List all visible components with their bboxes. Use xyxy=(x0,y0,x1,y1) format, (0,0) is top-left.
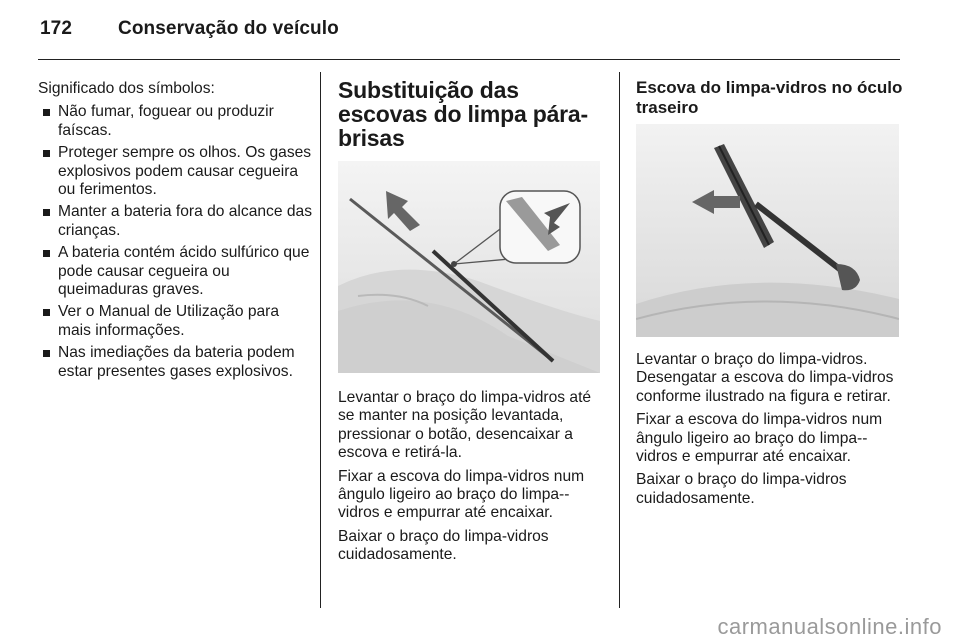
paragraph: Baixar o braço do limpa-vidros cuidadosamente. xyxy=(636,471,847,507)
right-column xyxy=(636,78,904,513)
bullet-square-icon xyxy=(43,250,50,257)
bullet-square-icon xyxy=(43,350,50,357)
list-item: A bateria contém ácido sulfúrico que pode causar cegueira ou queimaduras graves. xyxy=(38,244,313,299)
list-item: Ver o Manual de Utilização para mais informações. xyxy=(38,303,313,340)
paragraph: Fixar a escova do limpa-vidros num ângulo ligeiro ao braço do limpa--vidros e empurrar até encaixar. xyxy=(338,467,585,522)
paragraph: Levantar o braço do limpa-vidros. Desengatar a escova do limpa-vidros conforme ilustrado na figura e retirar. xyxy=(636,351,894,405)
rear-wiper-illustration xyxy=(636,124,899,337)
list-item: Proteger sempre os olhos. Os gases explosivos podem causar cegueira ou ferimentos. xyxy=(38,144,313,199)
section-heading-windscreen-wiper: Substituição das escovas do limpa pára-brisas xyxy=(338,77,588,151)
left-column xyxy=(38,80,313,385)
bullet-square-icon xyxy=(43,309,50,316)
section-heading-rear-wiper: Escova do limpa-vidros no óculo traseiro xyxy=(636,78,903,117)
paragraph: Levantar o braço do limpa-vidros até se manter na posição levantada, pressionar o botão, desencaixar a escova e retirá-la. xyxy=(338,389,592,462)
windscreen-wiper-illustration xyxy=(338,161,600,373)
bullet-square-icon xyxy=(43,150,50,157)
page-title: Conservação do veículo xyxy=(118,18,339,39)
list-item: Manter a bateria fora do alcance das crianças. xyxy=(38,203,313,240)
list-item: Nas imediações da bateria podem estar presentes gases explosivos. xyxy=(38,344,313,381)
list-item: Não fumar, foguear ou produzir faíscas. xyxy=(38,103,313,140)
paragraph: Fixar a escova do limpa-vidros num ângulo ligeiro ao braço do limpa--vidros e empurrar até encaixar. xyxy=(636,411,883,466)
page-number: 172 xyxy=(40,18,73,39)
column-divider-2 xyxy=(619,72,620,608)
bullet-square-icon xyxy=(43,209,50,216)
page-header xyxy=(40,18,339,40)
middle-column xyxy=(338,78,604,570)
symbols-intro: Significado dos símbolos: xyxy=(38,80,215,97)
symbols-list xyxy=(38,103,313,381)
column-divider-1 xyxy=(320,72,321,608)
bullet-square-icon xyxy=(43,109,50,116)
header-rule xyxy=(38,59,900,60)
paragraph: Baixar o braço do limpa-vidros cuidadosamente. xyxy=(338,527,549,564)
watermark: carmanualsonline.info xyxy=(717,614,942,639)
